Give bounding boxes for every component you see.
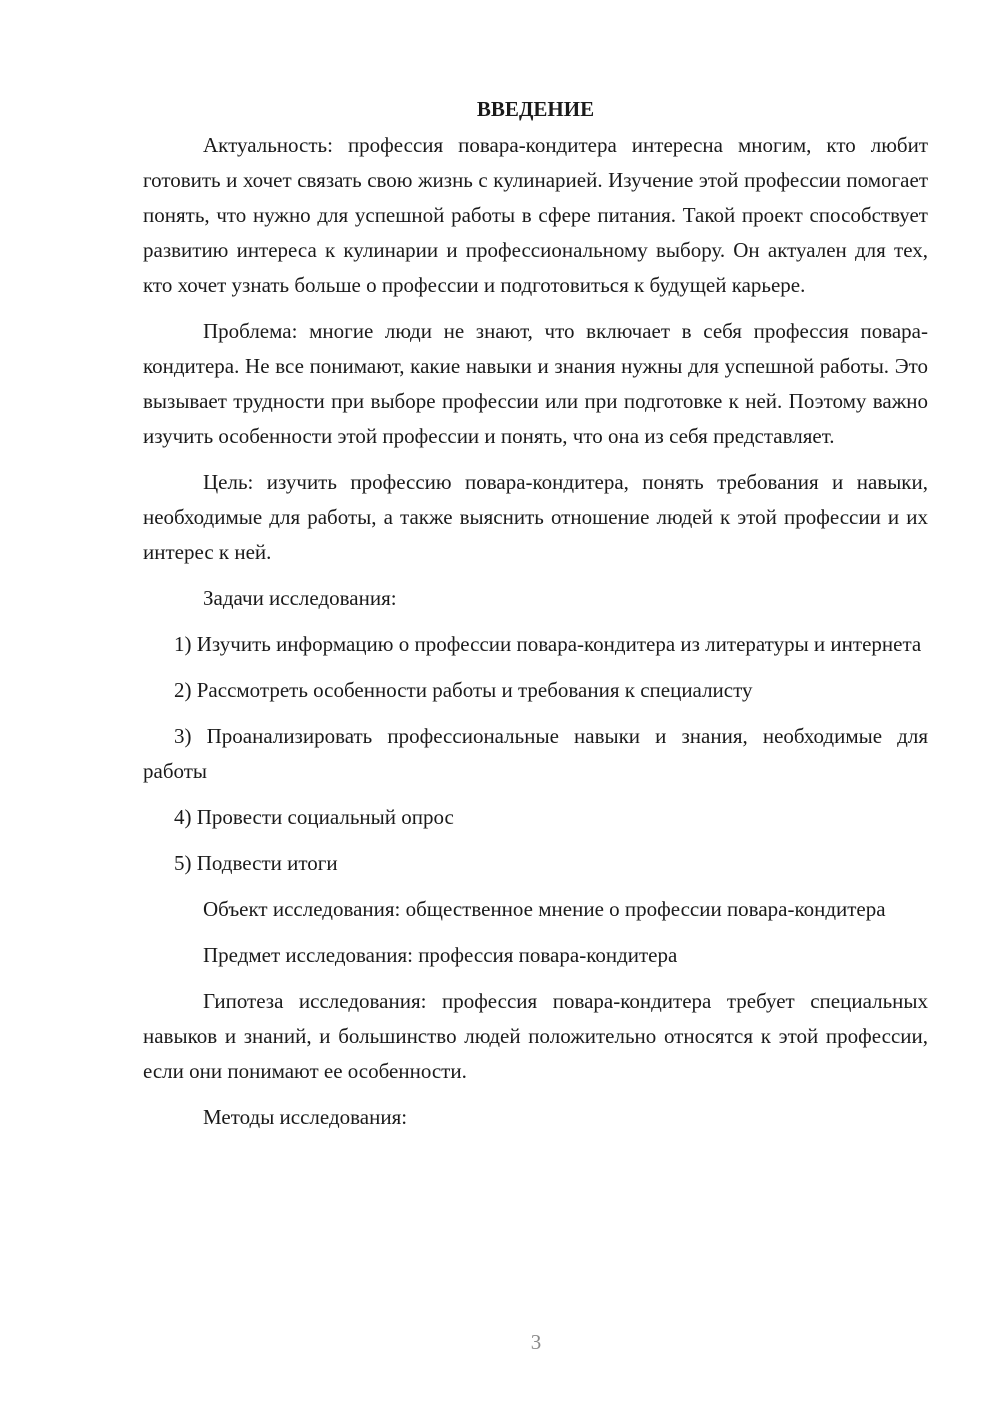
document-page — [143, 92, 928, 1146]
list-item: 1) Изучить информацию о профессии повара-кондитера из литературы и интернета — [174, 632, 922, 656]
list-item: 2) Рассмотреть особенности работы и требования к специалисту — [174, 678, 753, 702]
page-number: 3 — [530, 1330, 542, 1354]
tasks-list — [143, 627, 928, 881]
paragraph-subject: Предмет исследования: профессия повара-кондитера — [203, 943, 678, 967]
methods-heading: Методы исследования: — [203, 1105, 408, 1129]
paragraph-goal: Цель: изучить профессию повара-кондитера, понять требования и навыки, необходимые для работы, а также выяснить отношение людей к этой профессии и их интерес к ней. — [143, 470, 928, 564]
list-item: 4) Провести социальный опрос — [174, 805, 454, 829]
paragraph-relevance: Актуальность: профессия повара-кондитера интересна многим, кто любит готовить и хочет связать свою жизнь с кулинарией. Изучение этой профессии помогает понять, что нужно для успешной работы в сфере питания. Такой проект способствует развитию интереса к кулинарии и профессиональному выбору. Он актуален для тех, кто хочет узнать больше о профессии и подготовиться к будущей карьере. — [143, 133, 928, 297]
paragraph-object: Объект исследования: общественное мнение о профессии повара-кондитера — [203, 897, 886, 921]
paragraph-problem: Проблема: многие люди не знают, что включает в себя профессия повара-кондитера. Не все понимают, какие навыки и знания нужны для успешной работы. Это вызывает трудности при выборе профессии или при подготовке к ней. Поэтому важно изучить особенности этой профессии и понять, что она из себя представляет. — [143, 319, 928, 448]
page-title: ВВЕДЕНИЕ — [476, 97, 595, 121]
list-item: 3) Проанализировать профессиональные навыки и знания, необходимые для работы — [143, 724, 928, 783]
tasks-heading: Задачи исследования: — [203, 586, 397, 610]
list-item: 5) Подвести итоги — [174, 851, 338, 875]
paragraph-hypothesis: Гипотеза исследования: профессия повара-кондитера требует специальных навыков и знаний, и большинство людей положительно относятся к этой профессии, если они понимают ее особенности. — [143, 989, 928, 1083]
